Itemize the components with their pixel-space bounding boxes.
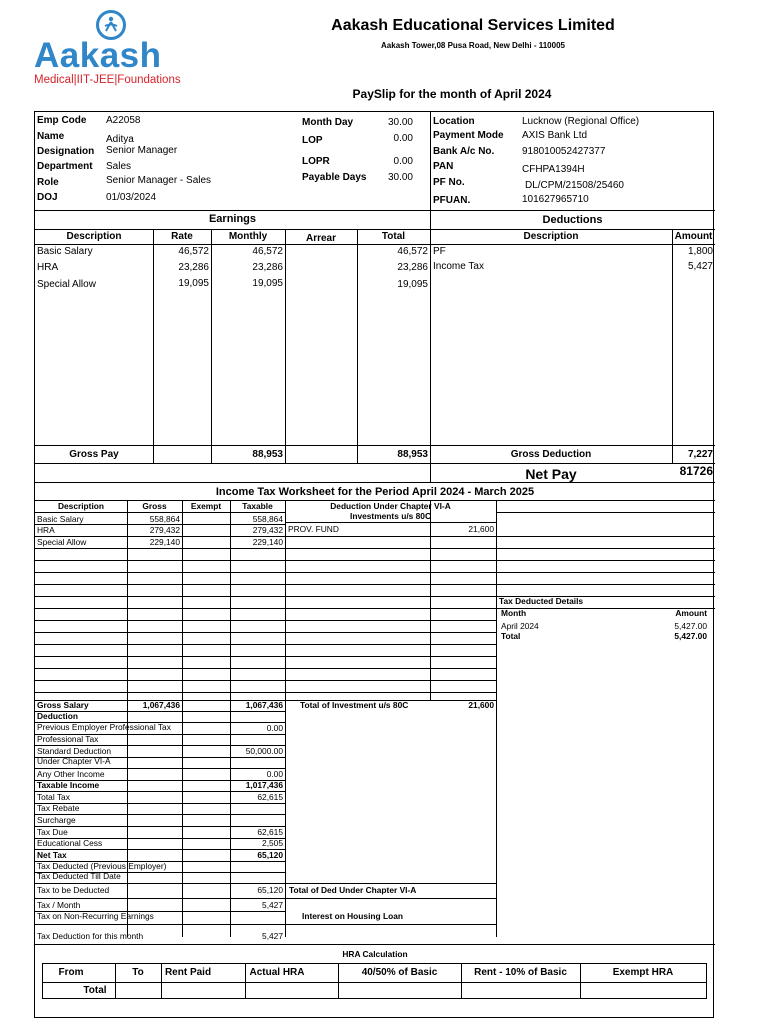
designation-label: Designation (37, 146, 95, 157)
ws-col-taxable: Taxable (242, 501, 273, 511)
calc-label: Tax Deducted Till Date (37, 871, 121, 881)
earning-monthly: 23,286 (252, 262, 283, 273)
gross-pay-monthly: 88,953 (252, 449, 283, 460)
role-label: Role (37, 177, 59, 188)
gross-pay-label: Gross Pay (69, 449, 119, 460)
hra-col-40-50-basic: 40/50% of Basic (361, 967, 438, 978)
tax-month: 5,427 (262, 900, 283, 910)
month-day: 30.00 (387, 117, 413, 128)
hra-heading: HRA Calculation (342, 949, 408, 959)
department: Sales (106, 161, 132, 172)
earning-total: 19,095 (397, 279, 428, 290)
earnings-col-description: Description (66, 231, 122, 242)
ws-row-gross: 229,140 (149, 537, 180, 547)
earning-desc: HRA (37, 262, 59, 273)
total-investment-label: Total of Investment u/s 80C (300, 700, 409, 710)
deductions-heading: Deductions (542, 214, 603, 226)
earning-monthly: 46,572 (252, 246, 283, 257)
net-pay-label: Net Pay (525, 466, 577, 482)
tax-this-month-label: Tax Deduction for this month (37, 931, 144, 941)
deduction-amount: 1,800 (687, 246, 713, 257)
earning-monthly: 19,095 (252, 278, 283, 289)
calc-value: 62,615 (257, 827, 283, 837)
gross-deduction-amount: 7,227 (687, 449, 713, 460)
hra-col-rent-10-basic: Rent - 10% of Basic (474, 967, 567, 978)
company-name: Aakash Educational Services Limited (331, 17, 615, 34)
deduction-amount: 5,427 (687, 261, 713, 272)
ws-investments-heading: Investments u/s 80C (350, 511, 431, 521)
ws-chapter-heading: Deduction Under Chapter VI-A (330, 501, 451, 511)
calc-label: Educational Cess (37, 838, 103, 848)
calc-value: 2,505 (262, 838, 283, 848)
emp-code-label: Emp Code (37, 115, 87, 126)
tax-month-label: Tax / Month (37, 900, 81, 910)
earnings-col-total: Total (381, 231, 406, 242)
calc-label: Standard Deduction (37, 746, 112, 756)
deductions-col-amount: Amount (674, 231, 713, 242)
calc-value: 1,017,436 (245, 780, 283, 790)
location: Lucknow (Regional Office) (522, 116, 640, 127)
earning-rate: 46,572 (178, 246, 209, 257)
payment-mode-label: Payment Mode (433, 130, 504, 141)
earning-desc: Special Allow (37, 279, 96, 290)
net-pay-amount: 81726 (679, 464, 713, 478)
location-label: Location (433, 116, 475, 127)
calc-label: Tax Rebate (37, 803, 80, 813)
payment-mode: AXIS Bank Ltd (522, 130, 588, 141)
tax-deducted-total-label: Total (501, 631, 521, 641)
lop-label: LOP (302, 135, 323, 146)
calc-label: Total Tax (37, 792, 70, 802)
tax-deducted-amount: 5,427.00 (674, 621, 707, 631)
bank-account-label: Bank A/c No. (433, 146, 495, 157)
interest-housing-label: Interest on Housing Loan (302, 911, 403, 921)
calc-label: Previous Employer Professional Tax (37, 722, 171, 732)
total-investment: 21,600 (468, 700, 494, 710)
calc-label: Tax Deducted (Previous Employer) (37, 861, 167, 871)
calc-label: Tax Due (37, 827, 68, 837)
non-recurring-label: Tax on Non-Recurring Earnings (37, 911, 154, 921)
gross-pay-total: 88,953 (397, 449, 428, 460)
earning-total: 23,286 (397, 262, 428, 273)
ws-row-desc: Basic Salary (37, 514, 84, 524)
lopr: 0.00 (393, 156, 413, 167)
tax-to-deduct: 65,120 (257, 885, 283, 895)
role: Senior Manager - Sales (106, 175, 212, 186)
tax-deducted-col-amount: Amount (675, 608, 707, 618)
gross-salary-label: Gross Salary (37, 700, 89, 710)
ws-row-desc: HRA (37, 525, 55, 535)
earning-rate: 23,286 (178, 262, 209, 273)
tax-to-deduct-label: Tax to be Deducted (37, 885, 110, 895)
pfuan: 101627965710 (522, 194, 589, 205)
calc-value: 0.00 (266, 769, 283, 779)
pan-label: PAN (433, 161, 454, 172)
ws-col-description: Description (57, 501, 105, 511)
earnings-heading: Earnings (208, 213, 257, 225)
hra-col-actual-hra: Actual HRA (249, 967, 305, 978)
pfuan-label: PFUAN. (433, 195, 471, 206)
doj-label: DOJ (37, 192, 58, 203)
company-address: Aakash Tower,08 Pusa Road, New Delhi - 110005 (381, 41, 565, 50)
lop: 0.00 (393, 133, 413, 144)
ws-row-gross: 279,432 (149, 525, 180, 535)
tax-deducted-total: 5,427.00 (674, 631, 707, 641)
employee-name: Aditya (106, 134, 134, 145)
gross-deduction-label: Gross Deduction (510, 449, 592, 460)
pan: CFHPA1394H (522, 164, 585, 175)
hra-col-rent-paid: Rent Paid (164, 967, 212, 978)
ws-row-desc: Special Allow (37, 537, 87, 547)
gross-salary-taxable: 1,067,436 (245, 700, 283, 710)
hra-table (42, 963, 707, 999)
hra-col-from: From (58, 967, 84, 978)
tax-this-month: 5,427 (262, 931, 283, 941)
calc-label: Net Tax (37, 850, 67, 860)
doj: 01/03/2024 (106, 192, 157, 203)
ws-row-gross: 558,864 (149, 514, 180, 524)
earning-desc: Basic Salary (37, 246, 93, 257)
ws-investment-desc: PROV. FUND (288, 524, 339, 534)
total-ded-chapter-label: Total of Ded Under Chapter VI-A (289, 885, 417, 895)
name-label: Name (37, 131, 65, 142)
gross-salary-gross: 1,067,436 (142, 700, 180, 710)
payable-days: 30.00 (387, 172, 413, 183)
pf-number: DL/CPM/21508/25460 (525, 180, 624, 191)
hra-total-label: Total (83, 985, 107, 996)
earnings-col-monthly: Monthly (228, 231, 268, 242)
calc-label: Taxable Income (37, 780, 100, 790)
ws-row-taxable: 279,432 (252, 525, 283, 535)
calc-value: 0.00 (266, 723, 283, 733)
earning-total: 46,572 (397, 246, 428, 257)
hra-col-exempt-hra: Exempt HRA (612, 967, 674, 978)
calc-value: 65,120 (257, 850, 283, 860)
logo-tagline: Medical|IIT-JEE|Foundations (34, 74, 181, 86)
logo-word: Aakash (34, 36, 162, 75)
hra-col-to: To (132, 967, 144, 978)
earnings-col-arrear: Arrear (305, 233, 337, 244)
deduction-desc: Income Tax (433, 261, 484, 272)
ws-row-taxable: 229,140 (252, 537, 283, 547)
calc-value: 50,000.00 (245, 746, 283, 756)
bank-account: 918010052427377 (522, 146, 606, 157)
earnings-col-rate: Rate (171, 231, 193, 242)
payslip-frame (34, 111, 714, 1018)
tax-deducted-col-month: Month (501, 608, 527, 618)
tax-deducted-month: April 2024 (501, 621, 539, 631)
calc-label: Professional Tax (37, 734, 99, 744)
calc-label: Under Chapter VI-A (37, 756, 111, 766)
lopr-label: LOPR (302, 156, 330, 167)
payable-days-label: Payable Days (302, 172, 367, 183)
calc-value: 62,615 (257, 792, 283, 802)
department-label: Department (37, 161, 93, 172)
ws-col-exempt: Exempt (190, 501, 222, 511)
tax-deducted-heading: Tax Deducted Details (499, 596, 584, 606)
deduction-desc: PF (433, 246, 446, 257)
designation: Senior Manager (106, 145, 178, 156)
payslip-title: PaySlip for the month of April 2024 (352, 87, 552, 101)
month-day-label: Month Day (302, 117, 354, 128)
calc-label: Surcharge (37, 815, 76, 825)
pf-label: PF No. (433, 177, 465, 188)
earning-rate: 19,095 (178, 278, 209, 289)
ws-row-taxable: 558,864 (252, 514, 283, 524)
company-logo (32, 8, 214, 90)
emp-code: A22058 (106, 115, 141, 126)
deductions-col-description: Description (523, 231, 579, 242)
worksheet-title: Income Tax Worksheet for the Period April 2024 - March 2025 (215, 486, 535, 498)
calc-label: Any Other Income (37, 769, 105, 779)
calc-label: Deduction (37, 711, 78, 721)
ws-investment-amount: 21,600 (468, 524, 494, 534)
ws-col-gross: Gross (142, 501, 167, 511)
